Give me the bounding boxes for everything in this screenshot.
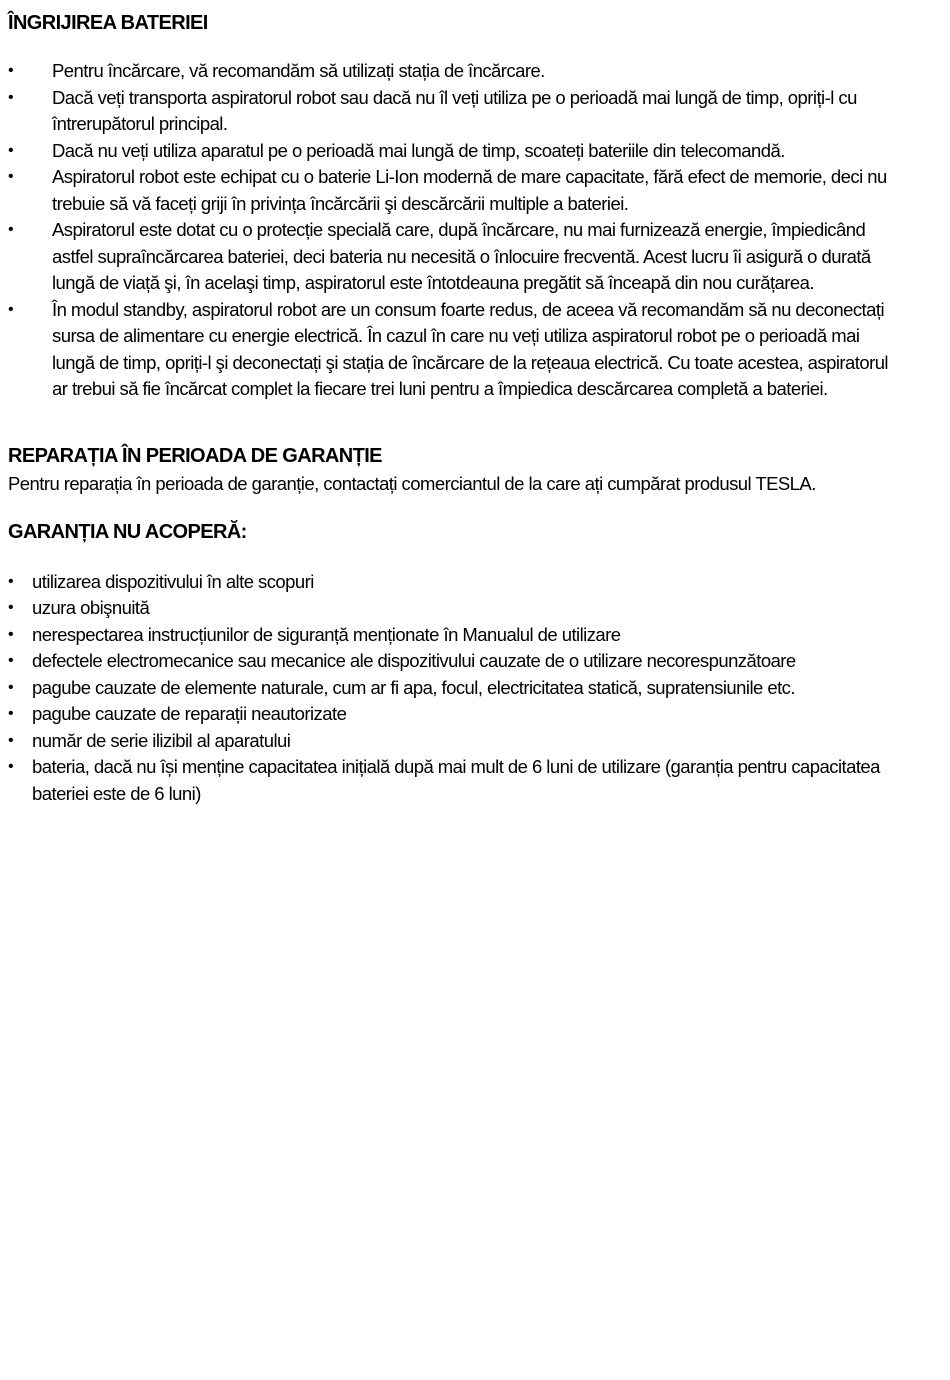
list-item (8, 622, 888, 649)
bullet-icon: • (8, 625, 14, 643)
warranty-repair-text: Pentru reparația în perioada de garanție, contactați comerciantul de la care ați cumpărat produsul TESLA. (8, 472, 816, 494)
list-item-text: număr de serie ilizibil al aparatului (32, 729, 291, 751)
list-item (8, 701, 888, 728)
list-item (8, 595, 888, 622)
list-item-text: Aspiratorul robot este echipat cu o baterie Li-Ion modernă de mare capacitate, fără efect de memorie, deci nu trebuie să vă faceți griji în privința încărcării şi descărcării multiple a bateriei. (52, 166, 887, 214)
battery-care-list (8, 58, 888, 403)
list-item-text: bateria, dacă nu își menține capacitatea inițială după mai mult de 6 luni de utilizare (garanția pentru capacitatea bateriei este de 6 luni) (32, 756, 880, 804)
bullet-icon: • (8, 88, 14, 106)
list-item-text: Pentru încărcare, vă recomandăm să utilizați stația de încărcare. (52, 60, 545, 81)
warranty-repair-heading: REPARAȚIA ÎN PERIOADA DE GARANȚIE (8, 444, 382, 467)
bullet-icon: • (8, 678, 14, 696)
bullet-icon: • (8, 62, 14, 79)
warranty-exclusions-list (8, 569, 888, 808)
list-item (8, 217, 888, 297)
bullet-icon: • (8, 652, 14, 669)
bullet-icon: • (8, 758, 14, 775)
list-item (8, 138, 888, 165)
list-item (8, 85, 888, 138)
list-item (8, 648, 888, 675)
document-page (8, 8, 888, 807)
warranty-exclusions-heading: GARANȚIA NU ACOPERĂ: (8, 520, 247, 543)
list-item (8, 297, 888, 403)
bullet-icon: • (8, 300, 14, 318)
bullet-icon: • (8, 731, 14, 749)
list-item (8, 675, 888, 702)
list-item (8, 728, 888, 755)
list-item-text: În modul standby, aspiratorul robot are un consum foarte redus, de aceea vă recomandăm să nu deconectați sursa de alimentare cu energie electrică. În cazul în care nu veți utiliza aspiratorul robot pe o perioadă mai lungă de timp, opriți-l şi deconectați şi stația de încărcare de la rețeaua electrică. Cu toate acestea, aspiratorul ar trebui să fie încărcat complet la fiecare trei luni pentru a împiedica descărcarea completă a bateriei. (52, 298, 888, 399)
list-item-text: Dacă veți transporta aspiratorul robot sau dacă nu îl veți utiliza pe o perioadă mai lungă de timp, opriți-l cu întrerupătorul principal. (52, 86, 857, 134)
list-item (8, 754, 888, 807)
list-item-text: uzura obişnuită (32, 597, 150, 618)
list-item-text: pagube cauzate de reparații neautorizate (32, 703, 347, 724)
list-item-text: pagube cauzate de elemente naturale, cum ar fi apa, focul, electricitatea statică, supratensiunile etc. (32, 676, 795, 698)
battery-care-heading: ÎNGRIJIREA BATERIEI (8, 12, 208, 34)
list-item-text: utilizarea dispozitivului în alte scopuri (32, 570, 314, 592)
bullet-icon: • (8, 572, 14, 590)
list-item-text: Dacă nu veți utiliza aparatul pe o perioadă mai lungă de timp, scoateți bateriile din telecomandă. (52, 139, 785, 161)
list-item-text: nerespectarea instrucțiunilor de siguranță menționate în Manualul de utilizare (32, 623, 621, 645)
list-item (8, 58, 888, 85)
bullet-icon: • (8, 705, 14, 722)
bullet-icon: • (8, 168, 14, 185)
bullet-icon: • (8, 141, 14, 159)
list-item (8, 164, 888, 217)
list-item (8, 569, 888, 596)
list-item-text: Aspiratorul este dotat cu o protecție specială care, după încărcare, nu mai furnizează energie, împiedicând astfel supraîncărcarea bateriei, deci bateria nu necesită o înlocuire frecventă. Acest lucru îi asigură o durată lungă de viață şi, în acelaşi timp, aspiratorul este întotdeauna pregătit să înceapă din nou curățarea. (52, 219, 871, 293)
list-item-text: defectele electromecanice sau mecanice ale dispozitivului cauzate de o utilizare necorespunzătoare (32, 650, 796, 671)
bullet-icon: • (8, 221, 14, 238)
bullet-icon: • (8, 599, 14, 616)
